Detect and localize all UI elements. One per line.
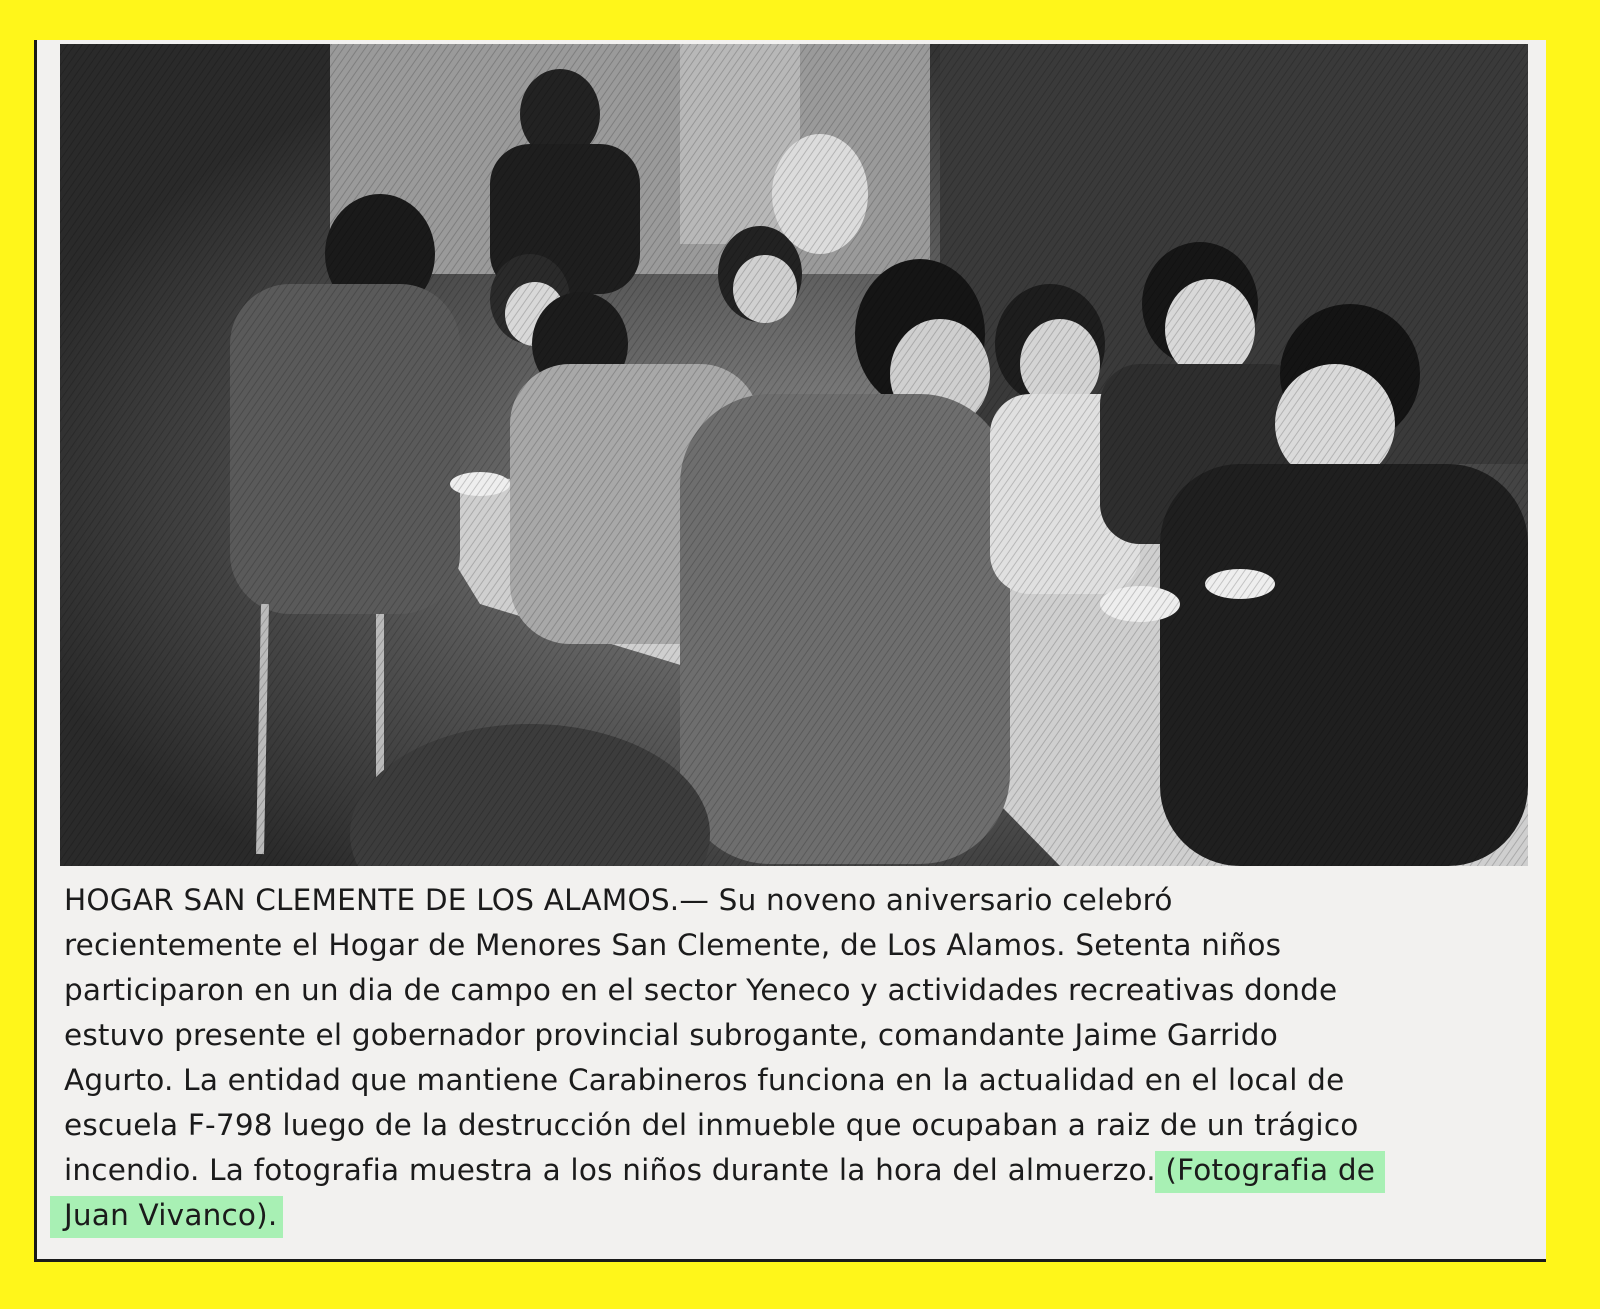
photo-image [60, 44, 1528, 866]
caption-text: incendio. La fotografia muestra a los niños durante la hora del almuerzo. [64, 1153, 1156, 1187]
caption-line [64, 1148, 1514, 1193]
photo-caption [64, 878, 1514, 1238]
caption-line: recientemente el Hogar de Menores San Clemente, de Los Alamos. Setenta niños [64, 928, 1282, 962]
caption-line: HOGAR SAN CLEMENTE DE LOS ALAMOS.— Su noveno aniversario celebró [64, 883, 1173, 917]
caption-line: estuvo presente el gobernador provincial subrogante, comandante Jaime Garrido [64, 1018, 1278, 1052]
photo-credit-highlight: Juan Vivanco). [50, 1196, 283, 1238]
news-photo [60, 44, 1528, 866]
photo-credit-highlight: (Fotografia de [1155, 1151, 1385, 1193]
caption-line: escuela F-798 luego de la destrucción del inmueble que ocupaban a raiz de un trágico [64, 1108, 1359, 1142]
caption-line: participaron en un dia de campo en el sector Yeneco y actividades recreativas donde [64, 973, 1338, 1007]
caption-line: Agurto. La entidad que mantiene Carabineros funciona en la actualidad en el local de [64, 1063, 1345, 1097]
caption-line [64, 1193, 1514, 1238]
